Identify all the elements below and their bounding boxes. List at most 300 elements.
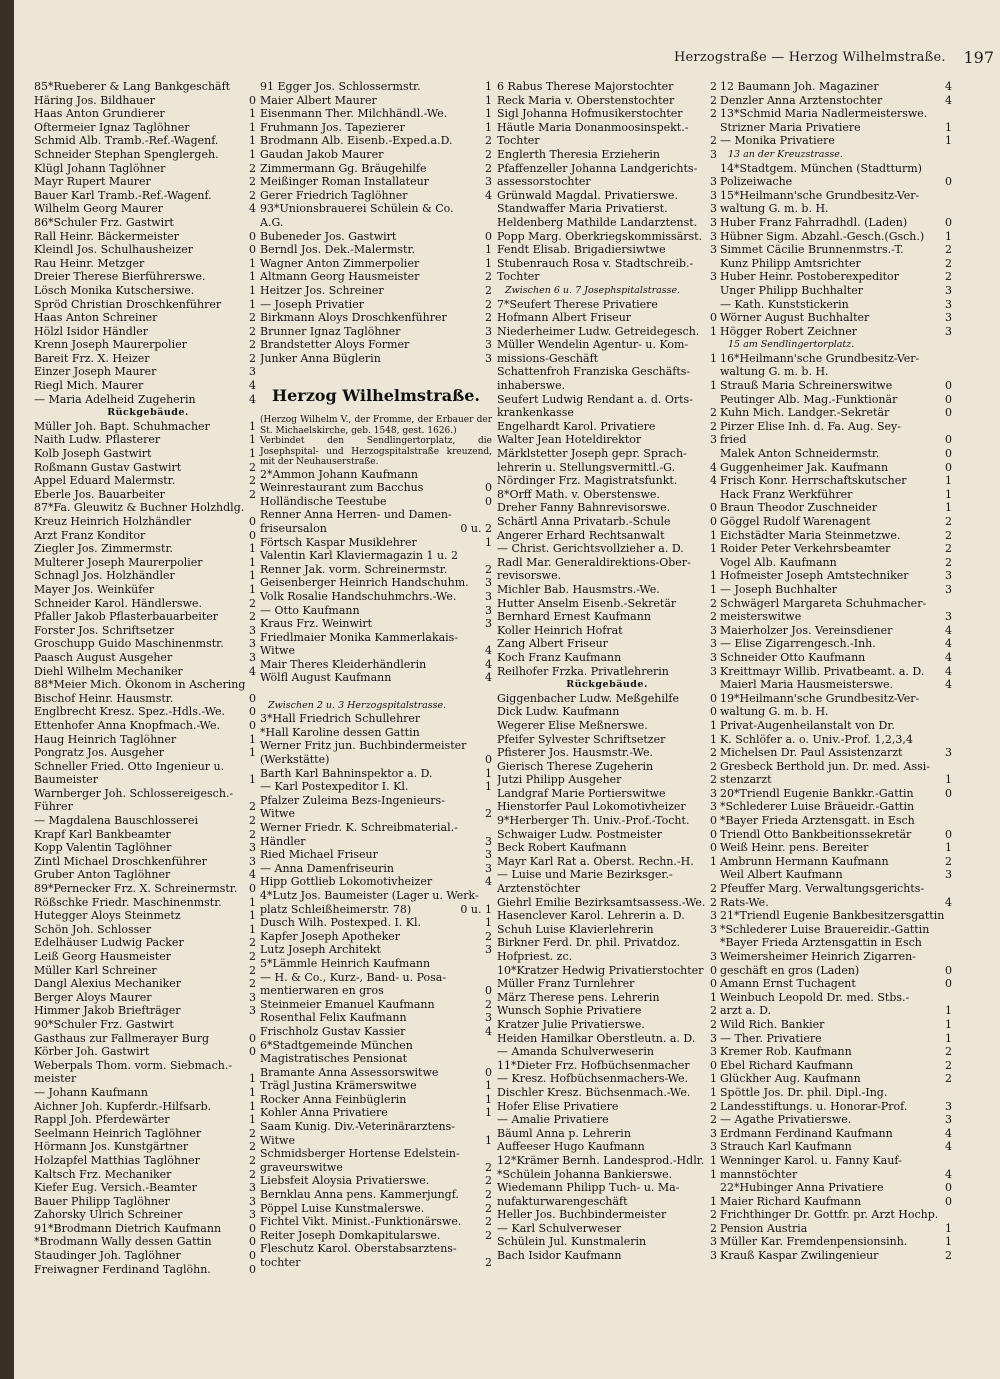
floor-number: 3 xyxy=(485,943,492,957)
floor-number: 3 xyxy=(945,311,952,325)
floor-number: 2 xyxy=(249,936,256,950)
floor-number: 1 xyxy=(945,474,952,488)
directory-entry xyxy=(34,1113,262,1127)
directory-entry xyxy=(497,311,717,325)
floor-number: 1 xyxy=(710,990,717,1004)
entry-text: Witwe xyxy=(260,644,295,658)
floor-number: 0 xyxy=(485,1065,492,1079)
directory-entry xyxy=(260,930,492,944)
floor-number: 3 xyxy=(485,861,492,875)
column-1 xyxy=(34,80,262,1276)
floor-number: 2 xyxy=(710,419,717,433)
directory-entry xyxy=(720,597,952,611)
entry-text: — Agathe Privatierswe. xyxy=(720,1113,852,1127)
directory-entry xyxy=(34,977,262,991)
directory-entry xyxy=(497,175,717,189)
directory-entry xyxy=(260,338,492,352)
floor-number: 1 xyxy=(945,773,952,787)
entry-text: Lutz Joseph Architekt xyxy=(260,943,381,957)
floor-number: 3 xyxy=(710,147,717,161)
floor-number: 3 xyxy=(485,351,492,365)
entry-text: Bernklau Anna pens. Kammerjungf. xyxy=(260,1188,459,1202)
floor-number: 1 xyxy=(249,283,256,297)
floor-number: 1 xyxy=(249,270,256,284)
entry-text: Schön Joh. Schlosser xyxy=(34,922,152,936)
directory-entry xyxy=(720,773,952,787)
entry-text: A.G. xyxy=(260,215,284,229)
directory-entry xyxy=(497,950,717,964)
floor-number: 3 xyxy=(945,283,952,297)
floor-number: 2 xyxy=(485,283,492,297)
entry-text: 15*Heilmann'sche Grundbesitz-Ver- xyxy=(720,188,920,202)
floor-number: 0 xyxy=(945,379,952,393)
floor-number: 2 xyxy=(249,175,256,189)
floor-number: 4 xyxy=(710,460,717,474)
floor-number: 3 xyxy=(710,1031,717,1045)
floor-number: 1 xyxy=(485,1106,492,1120)
directory-entry xyxy=(720,175,952,189)
directory-entry xyxy=(720,624,952,638)
floor-number: 2 xyxy=(485,807,492,821)
entry-text: Weinbuch Leopold Dr. med. Stbs.- xyxy=(720,990,910,1004)
entry-text: Altmann Georg Hausmeister xyxy=(260,270,420,284)
floor-number: 0 xyxy=(945,963,952,977)
entry-text: Witwe xyxy=(260,807,295,821)
entry-text: — Elise Zigarrengesch.-Inh. xyxy=(720,637,876,651)
floor-number: 2 xyxy=(945,515,952,528)
directory-entry xyxy=(497,787,717,801)
entry-text: Appel Eduard Malermstr. xyxy=(34,474,176,488)
directory-entry xyxy=(34,284,262,298)
entry-text: Spöttle Jos. Dr. phil. Dipl.-Ing. xyxy=(720,1085,888,1099)
entry-text: Maierholzer Jos. Vereinsdiener xyxy=(720,623,893,637)
entry-text: Baumeister xyxy=(34,773,99,787)
entry-text: Geisenberger Heinrich Handschuhm. xyxy=(260,576,469,590)
directory-entry xyxy=(260,284,492,298)
directory-entry xyxy=(720,352,952,366)
directory-entry xyxy=(720,1154,952,1168)
directory-entry xyxy=(720,882,952,896)
directory-entry xyxy=(34,216,262,230)
entry-text: Aichner Joh. Kupferdr.-Hilfsarb. xyxy=(34,1099,212,1113)
directory-entry xyxy=(260,699,492,713)
floor-number: 1 xyxy=(249,447,256,461)
floor-number: 0 xyxy=(249,229,256,243)
directory-entry xyxy=(497,148,717,162)
floor-number: 3 xyxy=(485,848,492,862)
entry-text: Pfeifer Sylvester Schriftsetzer xyxy=(497,732,666,746)
floor-number: 1 xyxy=(249,746,256,760)
floor-number: 4 xyxy=(945,650,952,664)
entry-text: Krenn Joseph Maurerpolier xyxy=(34,338,187,352)
entry-text: Zwischen 2 u. 3 Herzogspitalstrasse. xyxy=(268,699,447,711)
directory-entry xyxy=(720,746,952,760)
entry-text: — Maria Adelheid Zugeherin xyxy=(34,392,196,406)
floor-number: 4 xyxy=(945,664,952,678)
directory-entry xyxy=(497,882,717,896)
floor-number: 3 xyxy=(945,582,952,596)
floor-number: 1 xyxy=(485,243,492,257)
floor-number: 1 xyxy=(710,528,717,542)
floor-number: 2 xyxy=(249,814,256,828)
floor-number: 1 xyxy=(710,1085,717,1099)
floor-number: 3 xyxy=(945,297,952,311)
directory-entry xyxy=(497,569,717,583)
directory-entry xyxy=(34,583,262,597)
entry-text: Hübner Sigm. Abzahl.-Gesch.(Gsch.) xyxy=(720,229,925,243)
directory-entry xyxy=(497,760,717,774)
directory-entry xyxy=(720,94,952,108)
floor-number: 1 xyxy=(249,297,256,311)
directory-entry xyxy=(720,134,952,148)
entry-text: Rückgebäude. xyxy=(107,407,189,419)
floor-number: 2 xyxy=(249,311,256,325)
directory-entry xyxy=(260,1147,492,1161)
floor-number: 3 xyxy=(945,610,952,624)
entry-text: 21*Triendl Eugenie Bankbesitzersgattin xyxy=(720,909,945,923)
entry-text: *Brodmann Wally dessen Gattin xyxy=(34,1235,212,1249)
floor-number: 3 xyxy=(249,854,256,868)
entry-text: Mayr Rupert Maurer xyxy=(34,175,151,189)
entry-text: Werner Friedr. K. Schreibmaterial.- xyxy=(260,821,458,834)
directory-entry xyxy=(34,814,262,828)
directory-entry xyxy=(720,1086,952,1100)
entry-text: Gaudan Jakob Maurer xyxy=(260,147,384,161)
directory-entry xyxy=(260,311,492,325)
directory-entry xyxy=(497,202,717,216)
entry-text: *Schlederer Luise Bräueidr.-Gattin xyxy=(720,800,915,814)
directory-entry xyxy=(260,270,492,284)
entry-text: Englerth Theresia Erzieherin xyxy=(497,147,660,161)
entry-text: Wölfl August Kaufmann xyxy=(260,671,392,685)
entry-text: Pfeuffer Marg. Verwaltungsgerichts- xyxy=(720,882,925,896)
floor-number: 1 xyxy=(485,1079,492,1093)
directory-entry xyxy=(34,665,262,679)
entry-text: Seufert Ludwig Rendant a. d. Orts- xyxy=(497,392,693,406)
floor-number: 0 xyxy=(945,175,952,189)
directory-entry xyxy=(34,1168,262,1182)
floor-number: 2 xyxy=(249,596,256,610)
floor-number: 4 xyxy=(485,671,492,685)
entry-text: friseursalon xyxy=(260,521,327,535)
entry-text: Arztenstöchter xyxy=(497,882,581,896)
floor-number: 3 xyxy=(485,603,492,617)
directory-entry xyxy=(260,889,492,903)
entry-text: Roßmann Gustav Gastwirt xyxy=(34,460,182,474)
directory-entry xyxy=(720,230,952,244)
directory-entry xyxy=(260,943,492,957)
floor-number: 2 xyxy=(249,161,256,175)
directory-entry xyxy=(260,216,492,230)
entry-text: — Otto Kaufmann xyxy=(260,603,360,617)
directory-entry xyxy=(260,298,492,312)
floor-number: 2 xyxy=(945,243,952,257)
entry-text: Schneller Fried. Otto Ingenieur u. xyxy=(34,759,225,773)
directory-entry xyxy=(720,338,952,352)
entry-text: — Kresz. Hofbüchsenmachers-We. xyxy=(497,1072,688,1086)
directory-entry xyxy=(260,94,492,108)
entry-text: Berndl Jos. Dek.-Malermstr. xyxy=(260,243,416,257)
entry-text: Diehl Wilhelm Mechaniker xyxy=(34,664,183,678)
floor-number: 1 xyxy=(945,1221,952,1235)
floor-number: 1 xyxy=(945,1235,952,1249)
floor-number: 1 xyxy=(249,1085,256,1099)
floor-number: 3 xyxy=(710,243,717,257)
directory-entry xyxy=(497,855,717,869)
directory-entry xyxy=(260,522,492,536)
directory-entry xyxy=(260,753,492,767)
entry-text: — Karl Postexpeditor I. Kl. xyxy=(260,780,409,794)
floor-number: 0 xyxy=(710,841,717,855)
directory-entry xyxy=(720,298,952,312)
directory-entry xyxy=(260,644,492,658)
entry-text: inhaberswe. xyxy=(497,379,566,393)
directory-entry xyxy=(720,610,952,624)
floor-number: 1 xyxy=(945,501,952,515)
directory-entry xyxy=(260,726,492,740)
directory-entry xyxy=(720,162,952,176)
directory-entry xyxy=(260,971,492,985)
floor-number: 2 xyxy=(710,93,717,107)
directory-entry xyxy=(720,1059,952,1073)
entry-text: revisorswe. xyxy=(497,569,562,583)
entry-text: 20*Triendl Eugenie Bankkr.-Gattin xyxy=(720,786,914,800)
entry-text: Weiß Heinr. pens. Bereiter xyxy=(720,841,869,855)
floor-number: 4 xyxy=(945,637,952,651)
entry-text: (Herzog Wilhelm V., der Fromme, der Erbauer der St. Michaelskirche, geb. 1548, gest. 1626.) xyxy=(260,415,492,436)
directory-entry xyxy=(34,406,262,420)
directory-entry xyxy=(720,692,952,706)
floor-number: 1 xyxy=(249,732,256,746)
entry-text: Berger Aloys Maurer xyxy=(34,990,152,1004)
directory-entry xyxy=(34,678,262,692)
entry-text: graveurswitwe xyxy=(260,1160,343,1174)
entry-text: Vogel Alb. Kaufmann xyxy=(720,555,837,569)
running-title: Herzogstraße — Herzog Wilhelmstraße. xyxy=(674,50,946,65)
entry-text: Kuhn Mich. Landger.-Sekretär xyxy=(720,406,890,420)
entry-text: 13 an der Kreuzstrasse. xyxy=(728,148,843,160)
floor-number: 3 xyxy=(249,623,256,637)
entry-text: Haug Heinrich Taglöhner xyxy=(34,732,177,746)
floor-number: 1 xyxy=(249,147,256,161)
directory-entry xyxy=(497,406,717,420)
entry-text: März Therese pens. Lehrerin xyxy=(497,990,660,1004)
floor-number: 2 xyxy=(485,1228,492,1242)
entry-text: Bauer Philipp Taglöhner xyxy=(34,1194,170,1208)
directory-entry xyxy=(720,868,952,882)
entry-text: Unger Philipp Buchhalter xyxy=(720,283,864,297)
floor-number: 1 xyxy=(249,1113,256,1127)
directory-entry xyxy=(34,1154,262,1168)
entry-text: — Joseph Buchhalter xyxy=(720,582,838,596)
directory-entry xyxy=(34,298,262,312)
directory-entry xyxy=(497,705,717,719)
entry-text: Birkmann Aloys Droschkenführer xyxy=(260,311,447,325)
entry-text: — Amanda Schulverweserin xyxy=(497,1045,654,1059)
directory-entry xyxy=(497,868,717,882)
directory-entry xyxy=(497,94,717,108)
entry-text: Rats-We. xyxy=(720,895,769,909)
entry-text: Wiedemann Philipp Tuch- u. Ma- xyxy=(497,1181,680,1195)
floor-number: 0 xyxy=(485,984,492,998)
directory-entry xyxy=(720,1168,952,1182)
entry-text: Schneider Otto Kaufmann xyxy=(720,650,866,664)
floor-number: 1 xyxy=(710,1072,717,1086)
floor-number: 0 xyxy=(945,460,952,474)
entry-text: Rau Heinr. Metzger xyxy=(34,256,145,270)
entry-text: 22*Hubinger Anna Privatiere xyxy=(720,1181,884,1195)
entry-text: Zwischen 6 u. 7 Josephspitalstrasse. xyxy=(505,284,681,296)
entry-text: Hofmann Albert Friseur xyxy=(497,311,632,325)
entry-text: Landesstiftungs. u. Honorar-Prof. xyxy=(720,1099,908,1113)
entry-text: Paasch August Ausgeher xyxy=(34,650,173,664)
directory-entry xyxy=(497,896,717,910)
entry-text: Bäuml Anna p. Lehrerin xyxy=(497,1126,631,1140)
entry-text: — Anna Damenfriseurin xyxy=(260,861,395,875)
directory-entry xyxy=(260,576,492,590)
floor-number: 1 xyxy=(945,487,952,501)
entry-text: 10*Kratzer Hedwig Privatierstochter xyxy=(497,963,704,977)
floor-number: 0 xyxy=(945,215,952,229)
directory-entry xyxy=(260,1093,492,1107)
entry-text: K. Schlöfer a. o. Univ.-Prof. 1,2,3,4 xyxy=(720,732,913,746)
directory-entry xyxy=(34,1140,262,1154)
directory-entry xyxy=(260,1025,492,1039)
floor-number: 1 xyxy=(710,718,717,732)
entry-text: Müller Joh. Bapt. Schuhmacher xyxy=(34,419,210,433)
floor-number: 2 xyxy=(945,555,952,569)
floor-number: 3 xyxy=(249,1208,256,1222)
directory-entry xyxy=(260,365,492,379)
floor-number: 2 xyxy=(485,1160,492,1174)
floor-number: 4 xyxy=(249,664,256,678)
floor-number: 4 xyxy=(945,623,952,637)
floor-number: 3 xyxy=(710,1045,717,1059)
directory-entry xyxy=(34,270,262,284)
floor-number: 2 xyxy=(710,1004,717,1018)
directory-entry xyxy=(34,1222,262,1236)
entry-text: Kreuz Heinrich Holzhändler xyxy=(34,515,192,528)
floor-number: 2 xyxy=(710,759,717,773)
entry-text: Leiß Georg Hausmeister xyxy=(34,950,172,963)
floor-number: 1 xyxy=(945,229,952,243)
directory-entry xyxy=(260,1229,492,1243)
directory-entry xyxy=(720,1195,952,1209)
directory-entry xyxy=(497,529,717,543)
entry-text: Rall Heinr. Bäckermeister xyxy=(34,229,179,243)
directory-entry xyxy=(720,569,952,583)
floor-number: 1 xyxy=(945,1004,952,1018)
floor-number: 2 xyxy=(249,1167,256,1181)
floor-number: 3 xyxy=(485,576,492,590)
floor-number: 1 xyxy=(249,134,256,148)
directory-entry xyxy=(497,284,717,298)
directory-entry xyxy=(34,474,262,488)
entry-text: 91*Brodmann Dietrich Kaufmann xyxy=(34,1221,222,1235)
entry-text: Gresbeck Berthold jun. Dr. med. Assi- xyxy=(720,759,930,773)
floor-number: 1 xyxy=(249,107,256,121)
floor-number: 4 xyxy=(485,644,492,658)
entry-text: meister xyxy=(34,1072,77,1086)
directory-entry xyxy=(34,637,262,651)
directory-entry xyxy=(34,1263,262,1277)
floor-number: 1 xyxy=(945,134,952,148)
entry-text: 87*Fa. Gleuwitz & Buchner Holzhdlg. xyxy=(34,501,245,515)
entry-text: Bach Isidor Kaufmann xyxy=(497,1249,622,1263)
directory-entry xyxy=(497,488,717,502)
entry-text: *Bayer Frieda Arztensgatt. in Esch xyxy=(720,814,915,828)
floor-number: 0 xyxy=(710,963,717,977)
entry-text: Steinmeier Emanuel Kaufmann xyxy=(260,997,435,1011)
entry-text: Kraus Frz. Weinwirt xyxy=(260,617,373,631)
directory-entry xyxy=(720,325,952,339)
directory-entry xyxy=(260,671,492,685)
entry-text: 88*Meier Mich. Ökonom in Aschering xyxy=(34,678,246,692)
directory-entry xyxy=(34,338,262,352)
directory-entry xyxy=(260,1106,492,1120)
floor-number: 1 xyxy=(710,854,717,868)
entry-text: Renner Anna Herren- und Damen- xyxy=(260,508,452,522)
directory-entry xyxy=(260,107,492,121)
directory-entry xyxy=(260,386,492,415)
directory-entry xyxy=(34,529,262,543)
directory-entry xyxy=(34,733,262,747)
entry-text: Oftermeier Ignaz Taglöhner xyxy=(34,120,190,134)
floor-number: 0 xyxy=(485,481,492,495)
entry-text: 91 Egger Jos. Schlossermstr. xyxy=(260,80,421,93)
entry-text: Forster Jos. Schriftsetzer xyxy=(34,623,175,637)
directory-entry xyxy=(34,447,262,461)
entry-text: Hack Franz Werkführer xyxy=(720,487,853,501)
directory-entry xyxy=(260,862,492,876)
floor-number: 3 xyxy=(945,868,952,882)
floor-number: 0 xyxy=(485,753,492,767)
directory-entry xyxy=(34,1032,262,1046)
floor-number: 3 xyxy=(485,1011,492,1025)
floor-number: 2 xyxy=(249,1153,256,1167)
floor-number: 4 xyxy=(945,1167,952,1181)
directory-entry xyxy=(497,243,717,257)
entry-text: Wörner August Buchhalter xyxy=(720,311,870,325)
entry-text: Kunz Philipp Amtsrichter xyxy=(720,256,861,270)
floor-number: 2 xyxy=(485,297,492,311)
entry-text: Maier Albert Maurer xyxy=(260,93,377,107)
floor-number: 4 xyxy=(485,657,492,671)
floor-number: 0 xyxy=(710,705,717,719)
entry-text: Kolb Joseph Gastwirt xyxy=(34,447,152,461)
entry-text: Giggenbacher Ludw. Meßgehilfe xyxy=(497,691,679,705)
floor-number: 2 xyxy=(249,963,256,977)
entry-text: 6*Stadtgemeinde München xyxy=(260,1038,413,1052)
directory-entry xyxy=(34,311,262,325)
entry-text: Bernhard Ernest Kaufmann xyxy=(497,610,651,624)
entry-text: Hofpriest. zc. xyxy=(497,950,573,963)
directory-entry xyxy=(720,121,952,135)
entry-text: Guggenheimer Jak. Kaufmann xyxy=(720,460,889,474)
directory-entry xyxy=(497,610,717,624)
directory-entry xyxy=(34,950,262,964)
entry-text: 11*Dieter Frz. Hofbüchsenmacher xyxy=(497,1058,690,1072)
entry-text: Maierl Maria Hausmeisterswe. xyxy=(720,678,894,692)
entry-text: Groschupp Guido Maschinenmstr. xyxy=(34,637,224,651)
entry-text: Weberpals Thom. vorm. Siebmach.- xyxy=(34,1058,233,1072)
directory-entry xyxy=(720,420,952,434)
floor-number: 2 xyxy=(485,1201,492,1215)
directory-entry xyxy=(720,270,952,284)
directory-entry xyxy=(34,760,262,774)
floor-number: 1 xyxy=(945,841,952,855)
floor-number: 2 xyxy=(485,270,492,284)
